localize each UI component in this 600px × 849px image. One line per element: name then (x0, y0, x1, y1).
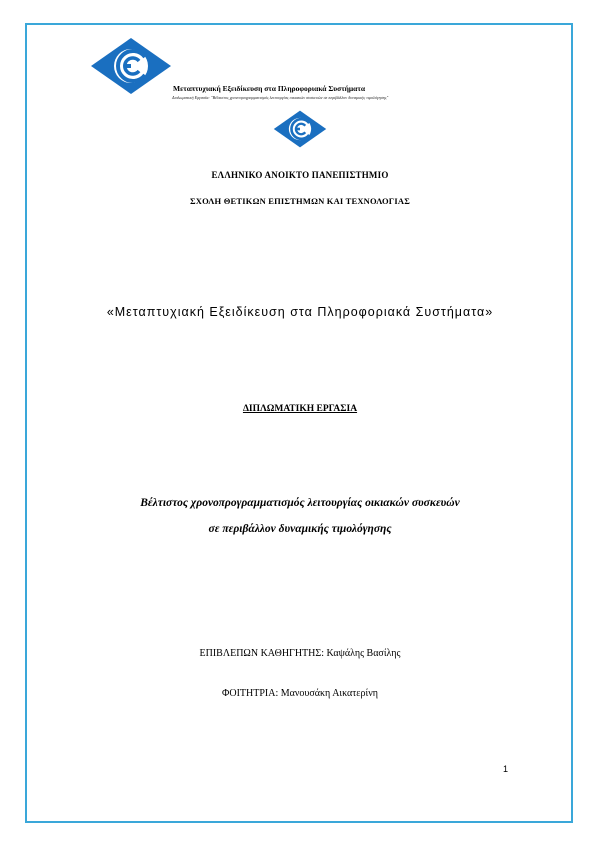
header-subtitle: Διπλωματική Εργασία: "Βέλτιστος χρονοπρογραμματισμός λειτουργίας οικιακών συσκευών σε περιβάλλον δυναμικής τιμολόγησης" (172, 95, 389, 100)
school-name: ΣΧΟΛΗ ΘΕΤΙΚΩΝ ΕΠΙΣΤΗΜΩΝ ΚΑΙ ΤΕΧΝΟΛΟΓΙΑΣ (189, 196, 411, 206)
thesis-title-line2: σε περιβάλλον δυναμικής τιμολόγησης (208, 523, 392, 535)
supervisor: ΕΠΙΒΛΕΠΩΝ ΚΑΘΗΓΗΤΗΣ: Καψάλης Βασίλης (199, 648, 401, 659)
program-name: «Μεταπτυχιακή Εξειδίκευση στα Πληροφοριακά Συστήματα» (106, 305, 494, 319)
page-number: 1 (503, 764, 509, 774)
thesis-type: ΔΙΠΛΩΜΑΤΙΚΗ ΕΡΓΑΣΙΑ (242, 404, 358, 414)
university-name: ΕΛΛΗΝΙΚΟ ΑΝΟΙΚΤΟ ΠΑΝΕΠΙΣΤΗΜΙΟ (211, 170, 389, 180)
university-logo-icon (90, 37, 172, 95)
header-title: Μεταπτυχιακή Εξειδίκευση στα Πληροφοριακά Συστήματα (173, 84, 366, 93)
student: ΦΟΙΤΗΤΡΙΑ: Μανουσάκη Αικατερίνη (222, 688, 378, 699)
thesis-title-line1: Βέλτιστος χρονοπρογραμματισμός λειτουργίας οικιακών συσκευών (140, 497, 460, 509)
university-logo-small-icon (273, 110, 327, 148)
